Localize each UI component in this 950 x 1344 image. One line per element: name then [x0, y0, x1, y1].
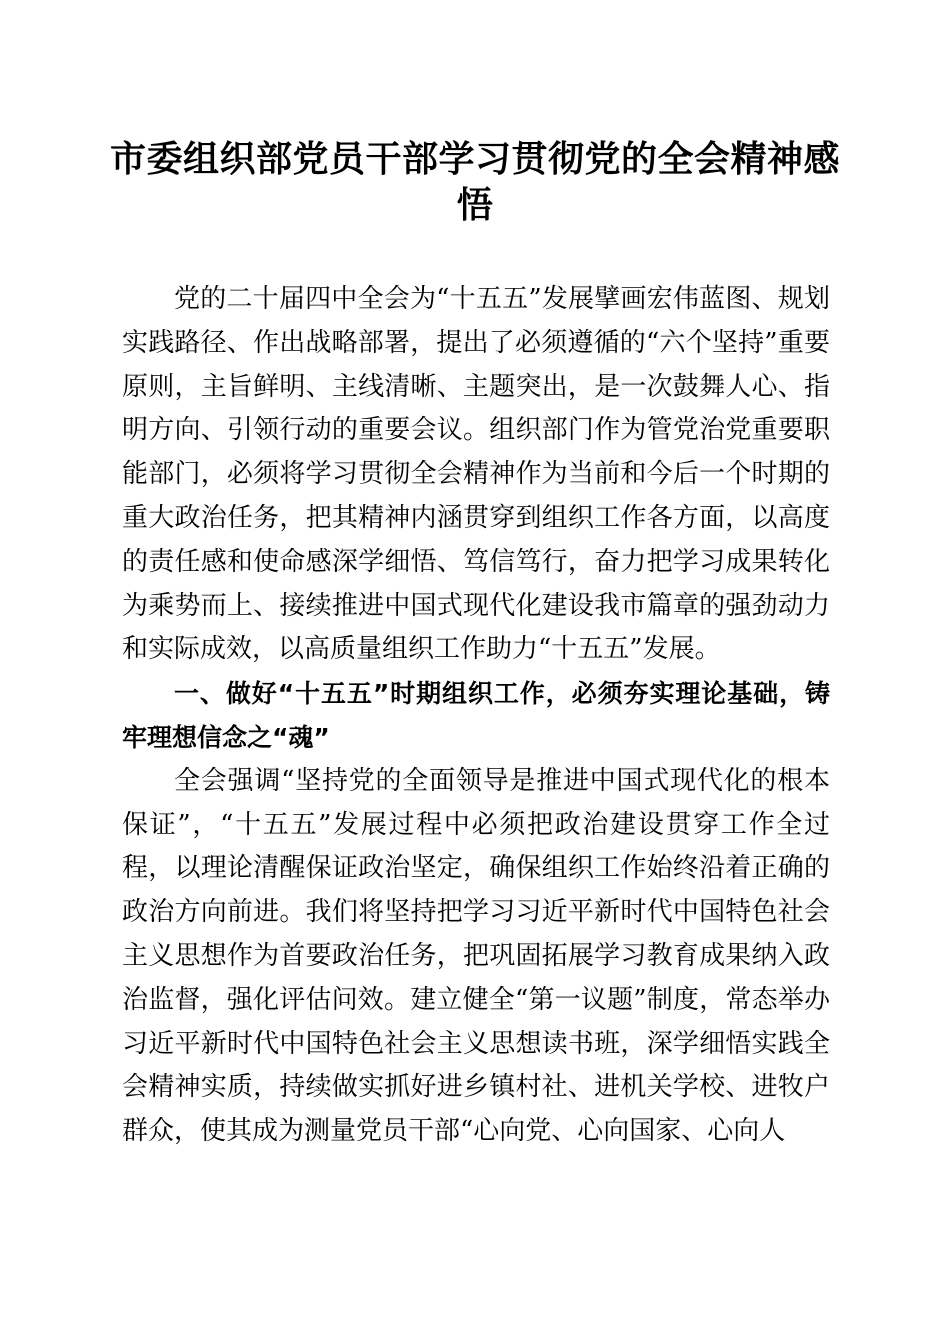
intro-paragraph: 党的二十届四中全会为“十五五”发展擘画宏伟蓝图、规划实践路径、作出战略部署，提出了必须遵循的“六个坚持”重要原则，主旨鲜明、主线清晰、主题突出，是一次鼓舞人心、指明方向、引领行动的重要会议。组织部门作为管党治党重要职能部门，必须将学习贯彻全会精神作为当前和今后一个时期的重大政治任务，把其精神内涵贯穿到组织工作各方面，以高度的责任感和使命感深学细悟、笃信笃行，奋力把学习成果转化为乘势而上、接续推进中国式现代化建设我市篇章的强劲动力和实际成效，以高质量组织工作助力“十五五”发展。 — [122, 284, 830, 665]
section-1-paragraph: 全会强调“坚持党的全面领导是推进中国式现代化的根本保证”，“十五五”发展过程中必须把政治建设贯穿工作全过程，以理论清醒保证政治坚定，确保组织工作始终沿着正确的政治方向前进。我们将坚持把学习习近平新时代中国特色社会主义思想作为首要政治任务，把巩固拓展学习教育成果纳入政治监督，强化评估问效。建立健全“第一议题”制度，常态举办习近平新时代中国特色社会主义思想读书班，深学细悟实践全会精神实质，持续做实抓好进乡镇村社、进机关学校、进牧户群众，使其成为测量党员干部“心向党、心向国家、心向人 — [122, 765, 830, 1147]
document-body — [122, 278, 830, 1154]
section-1-heading: 一、做好“十五五”时期组织工作，必须夯实理论基础，铸牢理想信念之“魂” — [122, 679, 830, 752]
document-title: 市委组织部党员干部学习贯彻党的全会精神感悟 — [110, 138, 841, 226]
